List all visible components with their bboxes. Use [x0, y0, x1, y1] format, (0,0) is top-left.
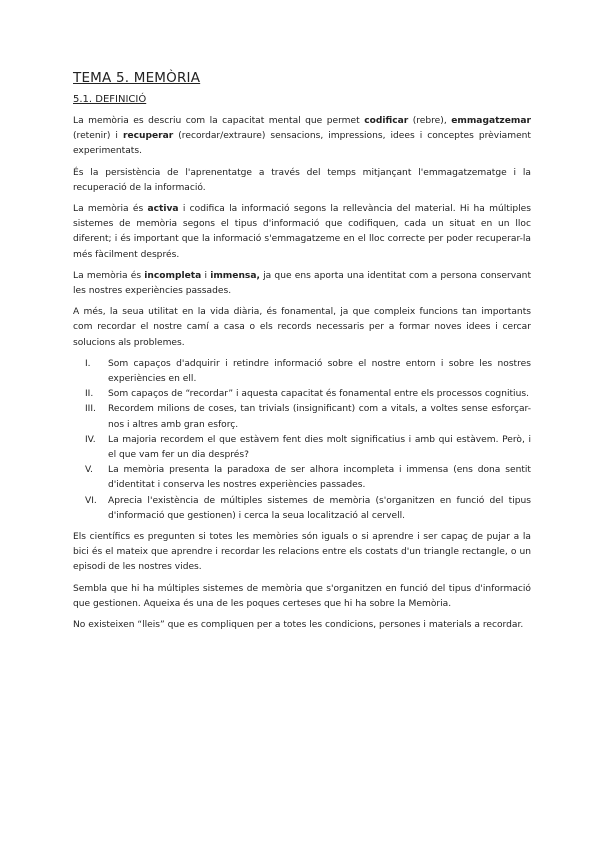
list-item [73, 387, 531, 402]
paragraph-laws: No existeixen “lleis” que es compliquen per a totes les condicions, persones i materials a recordar. [73, 620, 524, 631]
list-text: Aprecia l'existència de múltiples sistemes de memòria (s'organitzen en funció del tipus d'informació que gestionen) i cerca la seua localització al cervell. [108, 495, 531, 521]
paragraph-utility: A més, la seua utilitat en la vida diària, és fonamental, ja que compleix funcions tan importants com recordar el nostre camí a casa o els records necessaris per a formar noves idees i cercar solucions als problemes. [73, 307, 531, 348]
list-item [73, 433, 531, 463]
bold-term: codificar [364, 116, 409, 126]
text-run: (rebre), [408, 116, 452, 126]
text-run: (recordar/extraure) sensacions, impressions, idees i conceptes prèviament experimentats. [73, 131, 532, 157]
paragraph-persistence: És la persistència de l'aprenentatge a través del temps mitjançant l'emmagatzematge i la recuperació de la informació. [73, 167, 531, 193]
text-run: La memòria es descriu com la capacitat mental que permet [73, 116, 365, 126]
paragraph-definition [73, 114, 531, 160]
list-item [73, 463, 531, 493]
list-text: La majoria recordem el que estàvem fent dies molt significatius i amb qui estàvem. Però, i el que vam fer un dia després? [108, 434, 531, 461]
list-item [73, 494, 531, 524]
text-run: i codifica la informació segons la rellevància del material. Hi ha múltiples sistemes de memòria segons el tipus d'informació que codifiquen, cada un situat en un lloc diferent; i és important que la informació s'emmagatzeme en el lloc correcte per poder recuperar-la més fàcilment després. [73, 204, 532, 260]
text-run: ja que ens aporta una identitat com a persona conservant les nostres experiències passades. [73, 270, 532, 297]
list-number: VI. [85, 495, 97, 506]
paragraph-systems: Sembla que hi ha múltiples sistemes de memòria que s'organitzen en funció del tipus d'informació que gestionen. Aqueixa és una de les poques certeses que hi ha sobre la Memòria. [73, 583, 531, 609]
bold-term: activa [147, 204, 179, 215]
text-run: i [201, 270, 211, 281]
list-item [73, 357, 531, 387]
bold-term: recuperar [122, 131, 174, 142]
list-text: Som capaços d'adquirir i retindre informació sobre el nostre entorn i sobre les nostres experiències en ell. [108, 358, 531, 385]
list-item [73, 402, 531, 432]
bold-term: emmagatzemar [451, 116, 531, 126]
list-text: La memòria presenta la paradoxa de ser alhora incompleta i immensa (ens dona sentit d'identitat i conserva les nostres experiències passades. [108, 465, 531, 491]
section-heading: 5.1. DEFINICIÓ [73, 94, 147, 105]
paragraph-scientists: Els científics es pregunten si totes les memòries són iguals o si aprendre i ser capaç de pujar a la bici és el mateix que aprendre i recordar les relacions entre els costats d'un triangle rectangle, o un episodi de les nostres vides. [73, 532, 531, 573]
paragraph-active [73, 202, 531, 263]
text-run: La memòria és [73, 270, 145, 281]
list-number: V. [85, 465, 93, 476]
document-content [73, 70, 531, 639]
text-run: La memòria és [73, 204, 148, 215]
bold-term: immensa, [210, 270, 260, 281]
roman-list [73, 357, 531, 524]
list-number: III. [85, 404, 96, 415]
list-number: IV. [85, 434, 96, 445]
bold-term: incompleta [144, 270, 202, 281]
list-number: II. [85, 389, 94, 400]
page-title: TEMA 5. MEMÒRIA [73, 70, 201, 86]
list-number: I. [85, 358, 91, 369]
list-text: Recordem milions de coses, tan trivials (insignificant) com a vitals, a voltes sense esforçar-nos i altres amb gran esforç. [108, 404, 531, 430]
list-text: Som capaços de “recordar” i aquesta capacitat és fonamental entre els processos cognitius. [108, 389, 529, 400]
paragraph-incomplete [73, 269, 531, 299]
text-run: (retenir) i [73, 131, 123, 142]
